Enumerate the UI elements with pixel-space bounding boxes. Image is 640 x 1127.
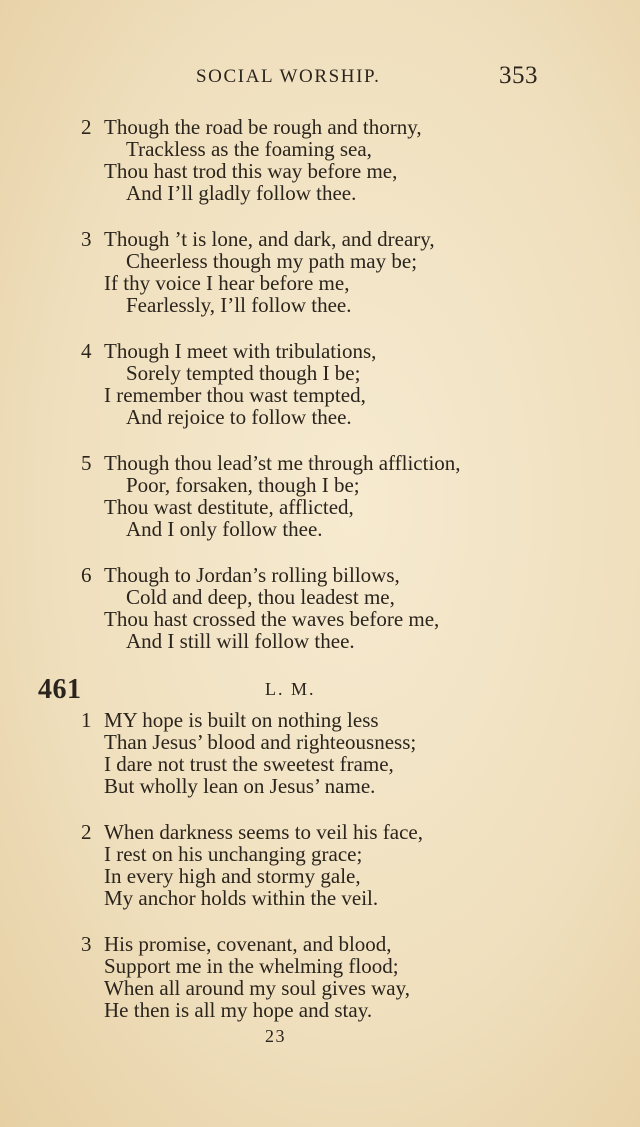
page-header: [0, 62, 640, 92]
verse-line: In every high and stormy gale,: [104, 864, 361, 888]
verse-line: Than Jesus’ blood and righteousness;: [104, 730, 417, 754]
verse-line: My anchor holds within the veil.: [104, 886, 379, 910]
verse-line: But wholly lean on Jesus’ name.: [104, 774, 376, 798]
verse-line: Though thou lead’st me through affliction,: [104, 451, 461, 475]
verse-line: When darkness seems to veil his face,: [104, 820, 423, 844]
verse-line: I dare not trust the sweetest frame,: [104, 752, 394, 776]
verse-line: Though to Jordan’s rolling billows,: [104, 563, 400, 587]
verse-line: Thou hast crossed the waves before me,: [104, 607, 440, 631]
verse-line: Poor, forsaken, though I be;: [126, 473, 360, 497]
verse-line: Thou wast destitute, afflicted,: [104, 495, 354, 519]
hymn-number: 461: [38, 674, 82, 705]
verse-line: Though ’t is lone, and dark, and dreary,: [104, 227, 435, 251]
verse-number: 1: [81, 708, 92, 732]
verse-line: I rest on his unchanging grace;: [104, 842, 363, 866]
verse-line: Thou hast trod this way before me,: [104, 159, 398, 183]
verse-line: And I’ll gladly follow thee.: [126, 181, 357, 205]
verse-line: If thy voice I hear before me,: [104, 271, 350, 295]
verse-line: And I still will follow thee.: [126, 629, 355, 653]
verse-line: Trackless as the foaming sea,: [126, 137, 372, 161]
verse-line: He then is all my hope and stay.: [104, 998, 373, 1022]
verse-number: 6: [81, 563, 92, 587]
verse-line: Sorely tempted though I be;: [126, 361, 361, 385]
verse-line: Support me in the whelming flood;: [104, 954, 399, 978]
verse-line: Cheerless though my path may be;: [126, 249, 418, 273]
verse-line: I remember thou wast tempted,: [104, 383, 366, 407]
page-number: 353: [499, 62, 538, 89]
verse-line: Though I meet with tribulations,: [104, 339, 377, 363]
verse-line: When all around my soul gives way,: [104, 976, 410, 1000]
verse-line: Fearlessly, I’ll follow thee.: [126, 293, 352, 317]
verse-number: 2: [81, 115, 92, 139]
running-head: SOCIAL WORSHIP.: [196, 66, 381, 87]
verse-number: 3: [81, 227, 92, 251]
hymn-meter: L. M.: [265, 679, 316, 699]
verse-line: Though the road be rough and thorny,: [104, 115, 422, 139]
verse-line: MY hope is built on nothing less: [104, 708, 379, 732]
verse-line: And rejoice to follow thee.: [126, 405, 352, 429]
verse-line: His promise, covenant, and blood,: [104, 932, 392, 956]
verse-number: 2: [81, 820, 92, 844]
verse-number: 5: [81, 451, 92, 475]
verse-line: And I only follow thee.: [126, 517, 323, 541]
signature-mark: 23: [265, 1026, 286, 1046]
verse-line: Cold and deep, thou leadest me,: [126, 585, 395, 609]
verse-number: 3: [81, 932, 92, 956]
verse-number: 4: [81, 339, 92, 363]
